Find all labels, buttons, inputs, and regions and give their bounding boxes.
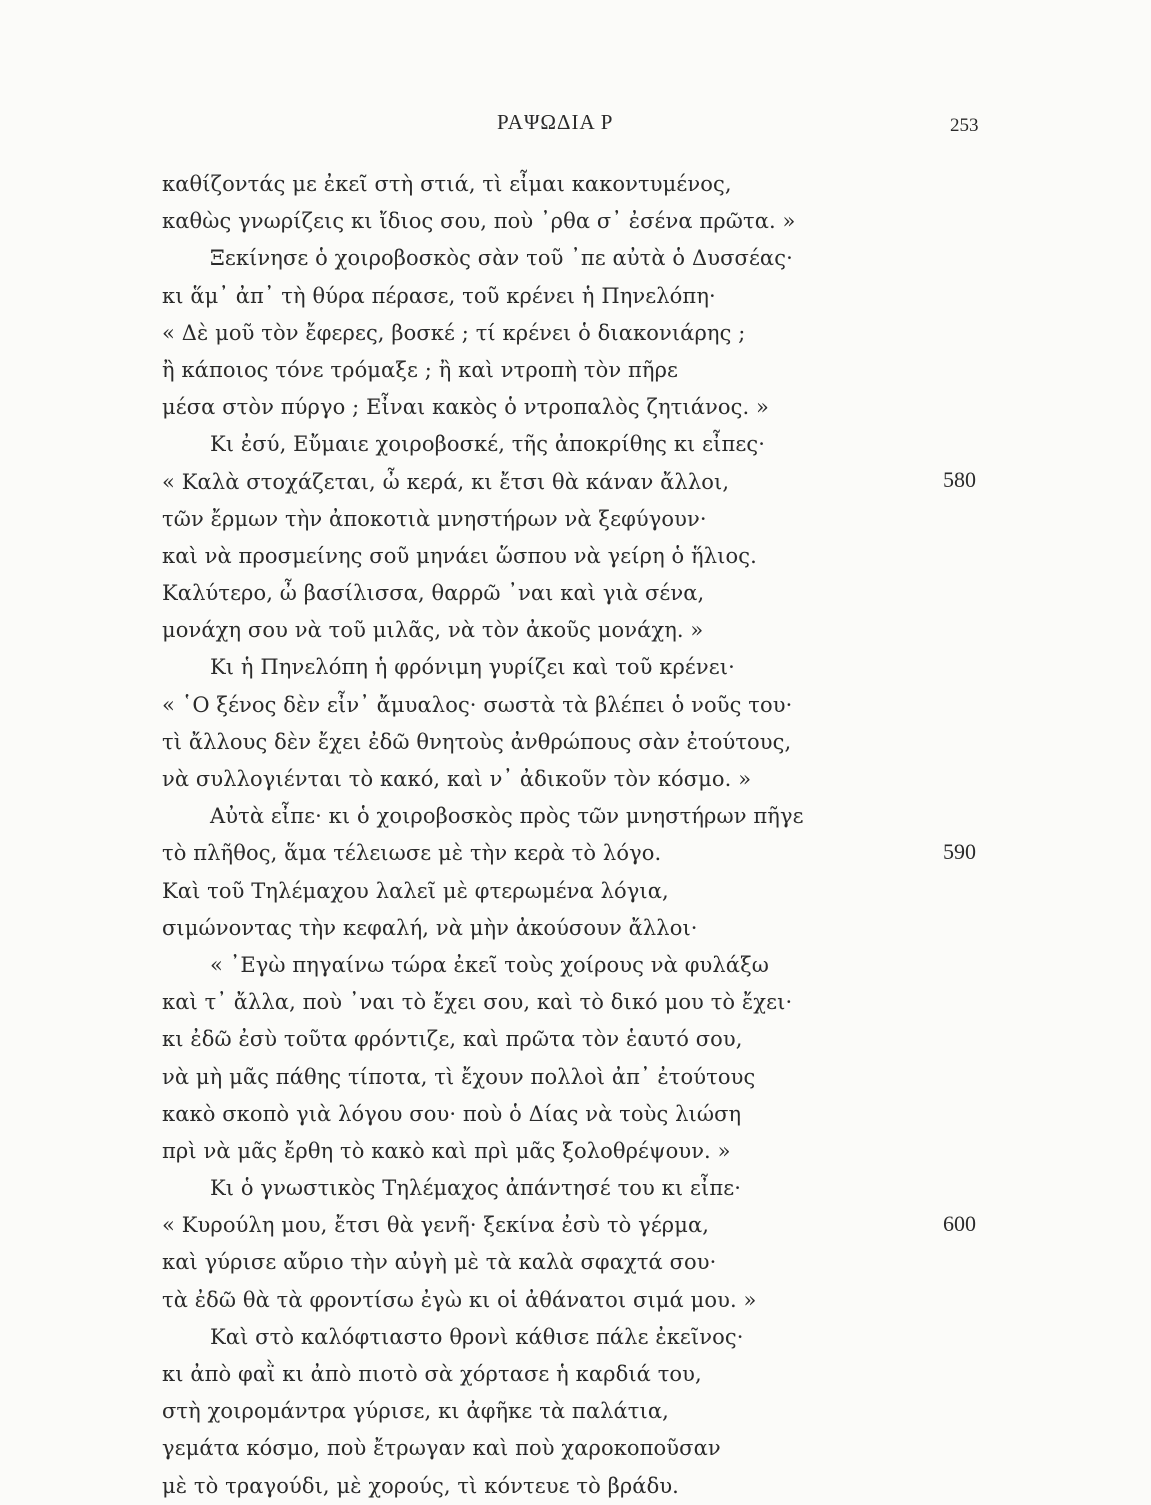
verse-line: Κι ὁ γνωστικὸς Τηλέμαχος ἀπάντησέ του κι εἶπε· — [210, 1176, 741, 1201]
verse-line: Ξεκίνησε ὁ χοιροβοσκὸς σὰν τοῦ ᾿πε αὐτὰ ὁ Δυσσέας· — [210, 246, 793, 271]
margin-line-number: 590 — [943, 838, 976, 864]
verse-line: νὰ μὴ μᾶς πάθης τίποτα, τὶ ἔχουν πολλοὶ ἀπ᾿ ἐτούτους — [162, 1064, 756, 1089]
verse-line: τὶ ἄλλους δὲν ἔχει ἐδῶ θνητοὺς ἀνθρώπους σὰν ἐτούτους, — [162, 729, 792, 754]
verse-line: Κι ἐσύ, Εὔμαιε χοιροβοσκέ, τῆς ἀποκρίθης κι εἶπες· — [210, 432, 765, 457]
verse-line: νὰ συλλογιένται τὸ κακό, καὶ ν᾿ ἀδικοῦν τὸν κόσμο. » — [162, 767, 752, 791]
verse-line: μέσα στὸν πύργο ; Εἶναι κακὸς ὁ ντροπαλὸς ζητιάνος. » — [162, 395, 769, 420]
verse-line: « ᾿Εγὼ πηγαίνω τώρα ἐκεῖ τοὺς χοίρους νὰ φυλάξω — [210, 952, 769, 977]
margin-line-number: 600 — [943, 1210, 976, 1236]
margin-line-number: 580 — [943, 466, 976, 492]
verse-line: κι ἅμ᾿ ἀπ᾿ τὴ θύρα πέρασε, τοῦ κρένει ἡ Πηνελόπη· — [162, 283, 716, 308]
verse-line: Καλύτερο, ὦ βασίλισσα, θαρρῶ ᾿ναι καὶ γιὰ σένα, — [162, 581, 705, 606]
verse-line: καὶ γύρισε αὔριο τὴν αὐγὴ μὲ τὰ καλὰ σφαχτά σου· — [162, 1250, 717, 1275]
verse-line: μὲ τὸ τραγούδι, μὲ χορούς, τὶ κόντευε τὸ βράδυ. — [162, 1473, 679, 1498]
verse-line: γεμάτα κόσμο, ποὺ ἔτρωγαν καὶ ποὺ χαροκοποῦσαν — [162, 1436, 721, 1461]
verse-line: στὴ χοιρομάντρα γύρισε, κι ἀφῆκε τὰ παλάτια, — [162, 1399, 669, 1424]
verse-line: κι ἀπὸ φαῒ κι ἀπὸ πιοτὸ σὰ χόρτασε ἡ καρδιά του, — [162, 1362, 702, 1386]
verse-line: Κι ἡ Πηνελόπη ἡ φρόνιμη γυρίζει καὶ τοῦ κρένει· — [210, 655, 735, 680]
verse-line: καὶ τ᾿ ἄλλα, ποὺ ᾿ναι τὸ ἔχει σου, καὶ τὸ δικό μου τὸ ἔχει· — [162, 990, 793, 1015]
verse-line: « Κυρούλη μου, ἔτσι θὰ γενῆ· ξεκίνα ἐσὺ τὸ γέρμα, — [162, 1213, 710, 1238]
verse-line: « Καλὰ στοχάζεται, ὦ κερά, κι ἔτσι θὰ κάναν ἄλλοι, — [162, 469, 730, 494]
verse-line: καὶ νὰ προσμείνης σοῦ μηνάει ὥσπου νὰ γείρη ὁ ἥλιος. — [162, 543, 757, 568]
verse-line: « ῾Ο ξένος δὲν εἶν᾿ ἄμυαλος· σωστὰ τὰ βλέπει ὁ νοῦς του· — [162, 692, 793, 717]
page-number: 253 — [950, 115, 979, 136]
verse-line: μονάχη σου νὰ τοῦ μιλᾶς, νὰ τὸν ἀκοῦς μονάχη. » — [162, 618, 704, 643]
verse-line: ἢ κάποιος τόνε τρόμαξε ; ἢ καὶ ντροπὴ τὸν πῆρε — [162, 357, 679, 382]
verse-line: καθίζοντάς με ἐκεῖ στὴ στιά, τὶ εἶμαι κακοντυμένος, — [162, 172, 732, 196]
verse-line: σιμώνοντας τὴν κεφαλή, νὰ μὴν ἀκούσουν ἄλλοι· — [162, 915, 698, 940]
verse-line: τῶν ἔρμων τὴν ἀποκοτιὰ μνηστήρων νὰ ξεφύγουν· — [162, 506, 707, 531]
verse-line: τὰ ἐδῶ θὰ τὰ φροντίσω ἐγὼ κι οἱ ἀθάνατοι σιμά μου. » — [162, 1287, 757, 1312]
verse-line: « Δὲ μοῦ τὸν ἔφερες, βοσκέ ; τί κρένει ὁ διακονιάρης ; — [162, 320, 746, 345]
verse-line: τὸ πλῆθος, ἅμα τέλειωσε μὲ τὴν κερὰ τὸ λόγο. — [162, 841, 662, 866]
poem-body — [162, 166, 882, 1505]
verse-line: κι ἐδῶ ἐσὺ τοῦτα φρόντιζε, καὶ πρῶτα τὸν ἑαυτό σου, — [162, 1027, 743, 1052]
verse-line: κακὸ σκοπὸ γιὰ λόγου σου· ποὺ ὁ Δίας νὰ τοὺς λιώση — [162, 1101, 742, 1126]
verse-line: Αὐτὰ εἶπε· κι ὁ χοιροβοσκὸς πρὸς τῶν μνηστήρων πῆγε — [210, 804, 804, 829]
verse-line: καθὼς γνωρίζεις κι ἴδιος σου, ποὺ ᾿ρθα σ᾿ ἐσένα πρῶτα. » — [162, 209, 796, 234]
verse-line: Καὶ στὸ καλόφτιαστο θρονὶ κάθισε πάλε ἐκεῖνος· — [210, 1324, 744, 1349]
verse-line: πρὶ νὰ μᾶς ἔρθη τὸ κακὸ καὶ πρὶ μᾶς ξολοθρέψουν. » — [162, 1138, 731, 1163]
verse-line: Καὶ τοῦ Τηλέμαχου λαλεῖ μὲ φτερωμένα λόγια, — [162, 878, 669, 903]
running-header-title: ΡΑΨΩΔΙΑ Ρ — [497, 110, 614, 134]
